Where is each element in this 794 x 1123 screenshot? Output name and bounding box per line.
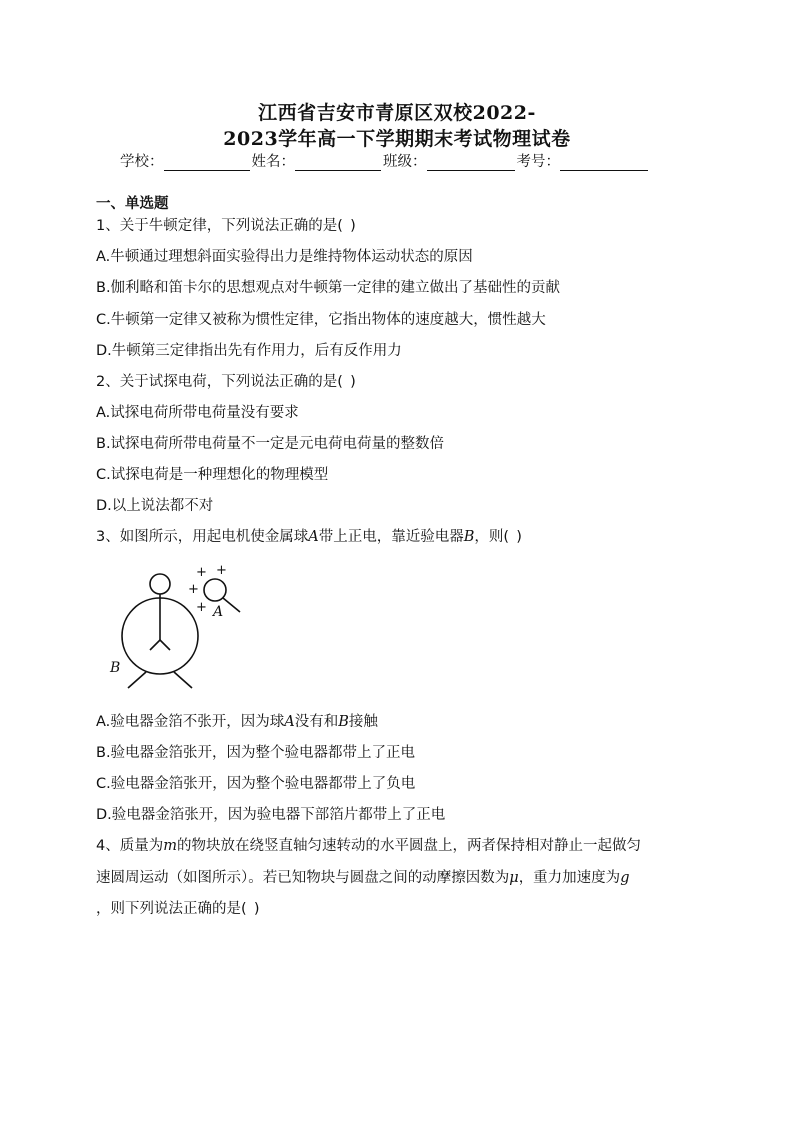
charge-plus-3: + bbox=[188, 582, 199, 597]
class-blank[interactable] bbox=[427, 154, 515, 171]
question-1-option-d[interactable]: D.牛顿第三定律指出先有作用力，后有反作用力 bbox=[96, 343, 402, 359]
question-3-option-c[interactable]: C.验电器金箔张开，因为整个验电器都带上了负电 bbox=[96, 776, 416, 792]
electroscope-top-ball bbox=[150, 574, 170, 594]
label-a: A bbox=[213, 604, 224, 620]
name-blank[interactable] bbox=[295, 154, 381, 171]
var-m: m bbox=[163, 838, 177, 854]
question-2-option-a[interactable]: A.试探电荷所带电荷量没有要求 bbox=[96, 405, 299, 421]
charge-plus-2: + bbox=[216, 563, 227, 578]
label-b: B bbox=[110, 660, 121, 676]
electroscope-leaf-right bbox=[160, 640, 170, 650]
question-4-stem-line3: ，则下列说法正确的是( ) bbox=[96, 901, 260, 917]
question-3-stem: 3、如图所示，用起电机使金属球A带上正电，靠近验电器B，则( ) bbox=[96, 529, 522, 545]
exam-title-line1: 江西省吉安市青原区双校2022- bbox=[258, 102, 536, 124]
section-title: 一、单选题 bbox=[96, 196, 169, 212]
var-a: A bbox=[308, 529, 319, 545]
charge-plus-1: + bbox=[196, 565, 207, 580]
school-blank[interactable] bbox=[164, 154, 250, 171]
question-2-option-d[interactable]: D.以上说法都不对 bbox=[96, 498, 214, 514]
metal-ball-handle bbox=[223, 598, 240, 612]
var-b: B bbox=[463, 529, 475, 545]
question-2-option-b[interactable]: B.试探电荷所带电荷量不一定是元电荷电荷量的整数倍 bbox=[96, 436, 445, 452]
question-3-option-a[interactable]: A.验电器金箔不张开，因为球A没有和B接触 bbox=[96, 714, 378, 730]
electroscope-leg-left bbox=[128, 672, 146, 688]
var-mu: μ bbox=[509, 870, 519, 886]
exam-title-line2: 2023学年高一下学期期末考试物理试卷 bbox=[223, 128, 571, 150]
electroscope-figure bbox=[100, 560, 260, 700]
school-label: 学校： bbox=[120, 154, 164, 170]
question-2-option-c[interactable]: C.试探电荷是一种理想化的物理模型 bbox=[96, 467, 329, 483]
charge-plus-4: + bbox=[196, 600, 207, 615]
question-1-option-a[interactable]: A.牛顿通过理想斜面实验得出力是维持物体运动状态的原因 bbox=[96, 249, 473, 265]
exam-no-label: 考号： bbox=[516, 154, 560, 170]
student-info-row bbox=[120, 150, 650, 171]
electroscope-leaf-left bbox=[150, 640, 160, 650]
var-g: g bbox=[620, 870, 630, 886]
question-1-option-b[interactable]: B.伽利略和笛卡尔的思想观点对牛顿第一定律的建立做出了基础性的贡献 bbox=[96, 280, 561, 296]
metal-ball-a bbox=[204, 579, 226, 601]
electroscope-leg-right bbox=[174, 672, 192, 688]
name-label: 姓名： bbox=[251, 154, 295, 170]
question-3-option-b[interactable]: B.验电器金箔张开，因为整个验电器都带上了正电 bbox=[96, 745, 416, 761]
question-4-stem-line2: 速圆周运动（如图所示）。若已知物块与圆盘之间的动摩擦因数为μ，重力加速度为g bbox=[96, 870, 630, 886]
question-2-stem: 2、关于试探电荷，下列说法正确的是( ) bbox=[96, 374, 356, 390]
question-3-option-d[interactable]: D.验电器金箔张开，因为验电器下部箔片都带上了正电 bbox=[96, 807, 446, 823]
exam-no-blank[interactable] bbox=[560, 154, 648, 171]
question-1-option-c[interactable]: C.牛顿第一定律又被称为惯性定律，它指出物体的速度越大，惯性越大 bbox=[96, 312, 546, 328]
class-label: 班级： bbox=[383, 154, 427, 170]
question-4-stem-line1: 4、质量为m的物块放在绕竖直轴匀速转动的水平圆盘上，两者保持相对静止一起做匀 bbox=[96, 838, 641, 854]
question-1-stem: 1、关于牛顿定律，下列说法正确的是( ) bbox=[96, 218, 356, 234]
